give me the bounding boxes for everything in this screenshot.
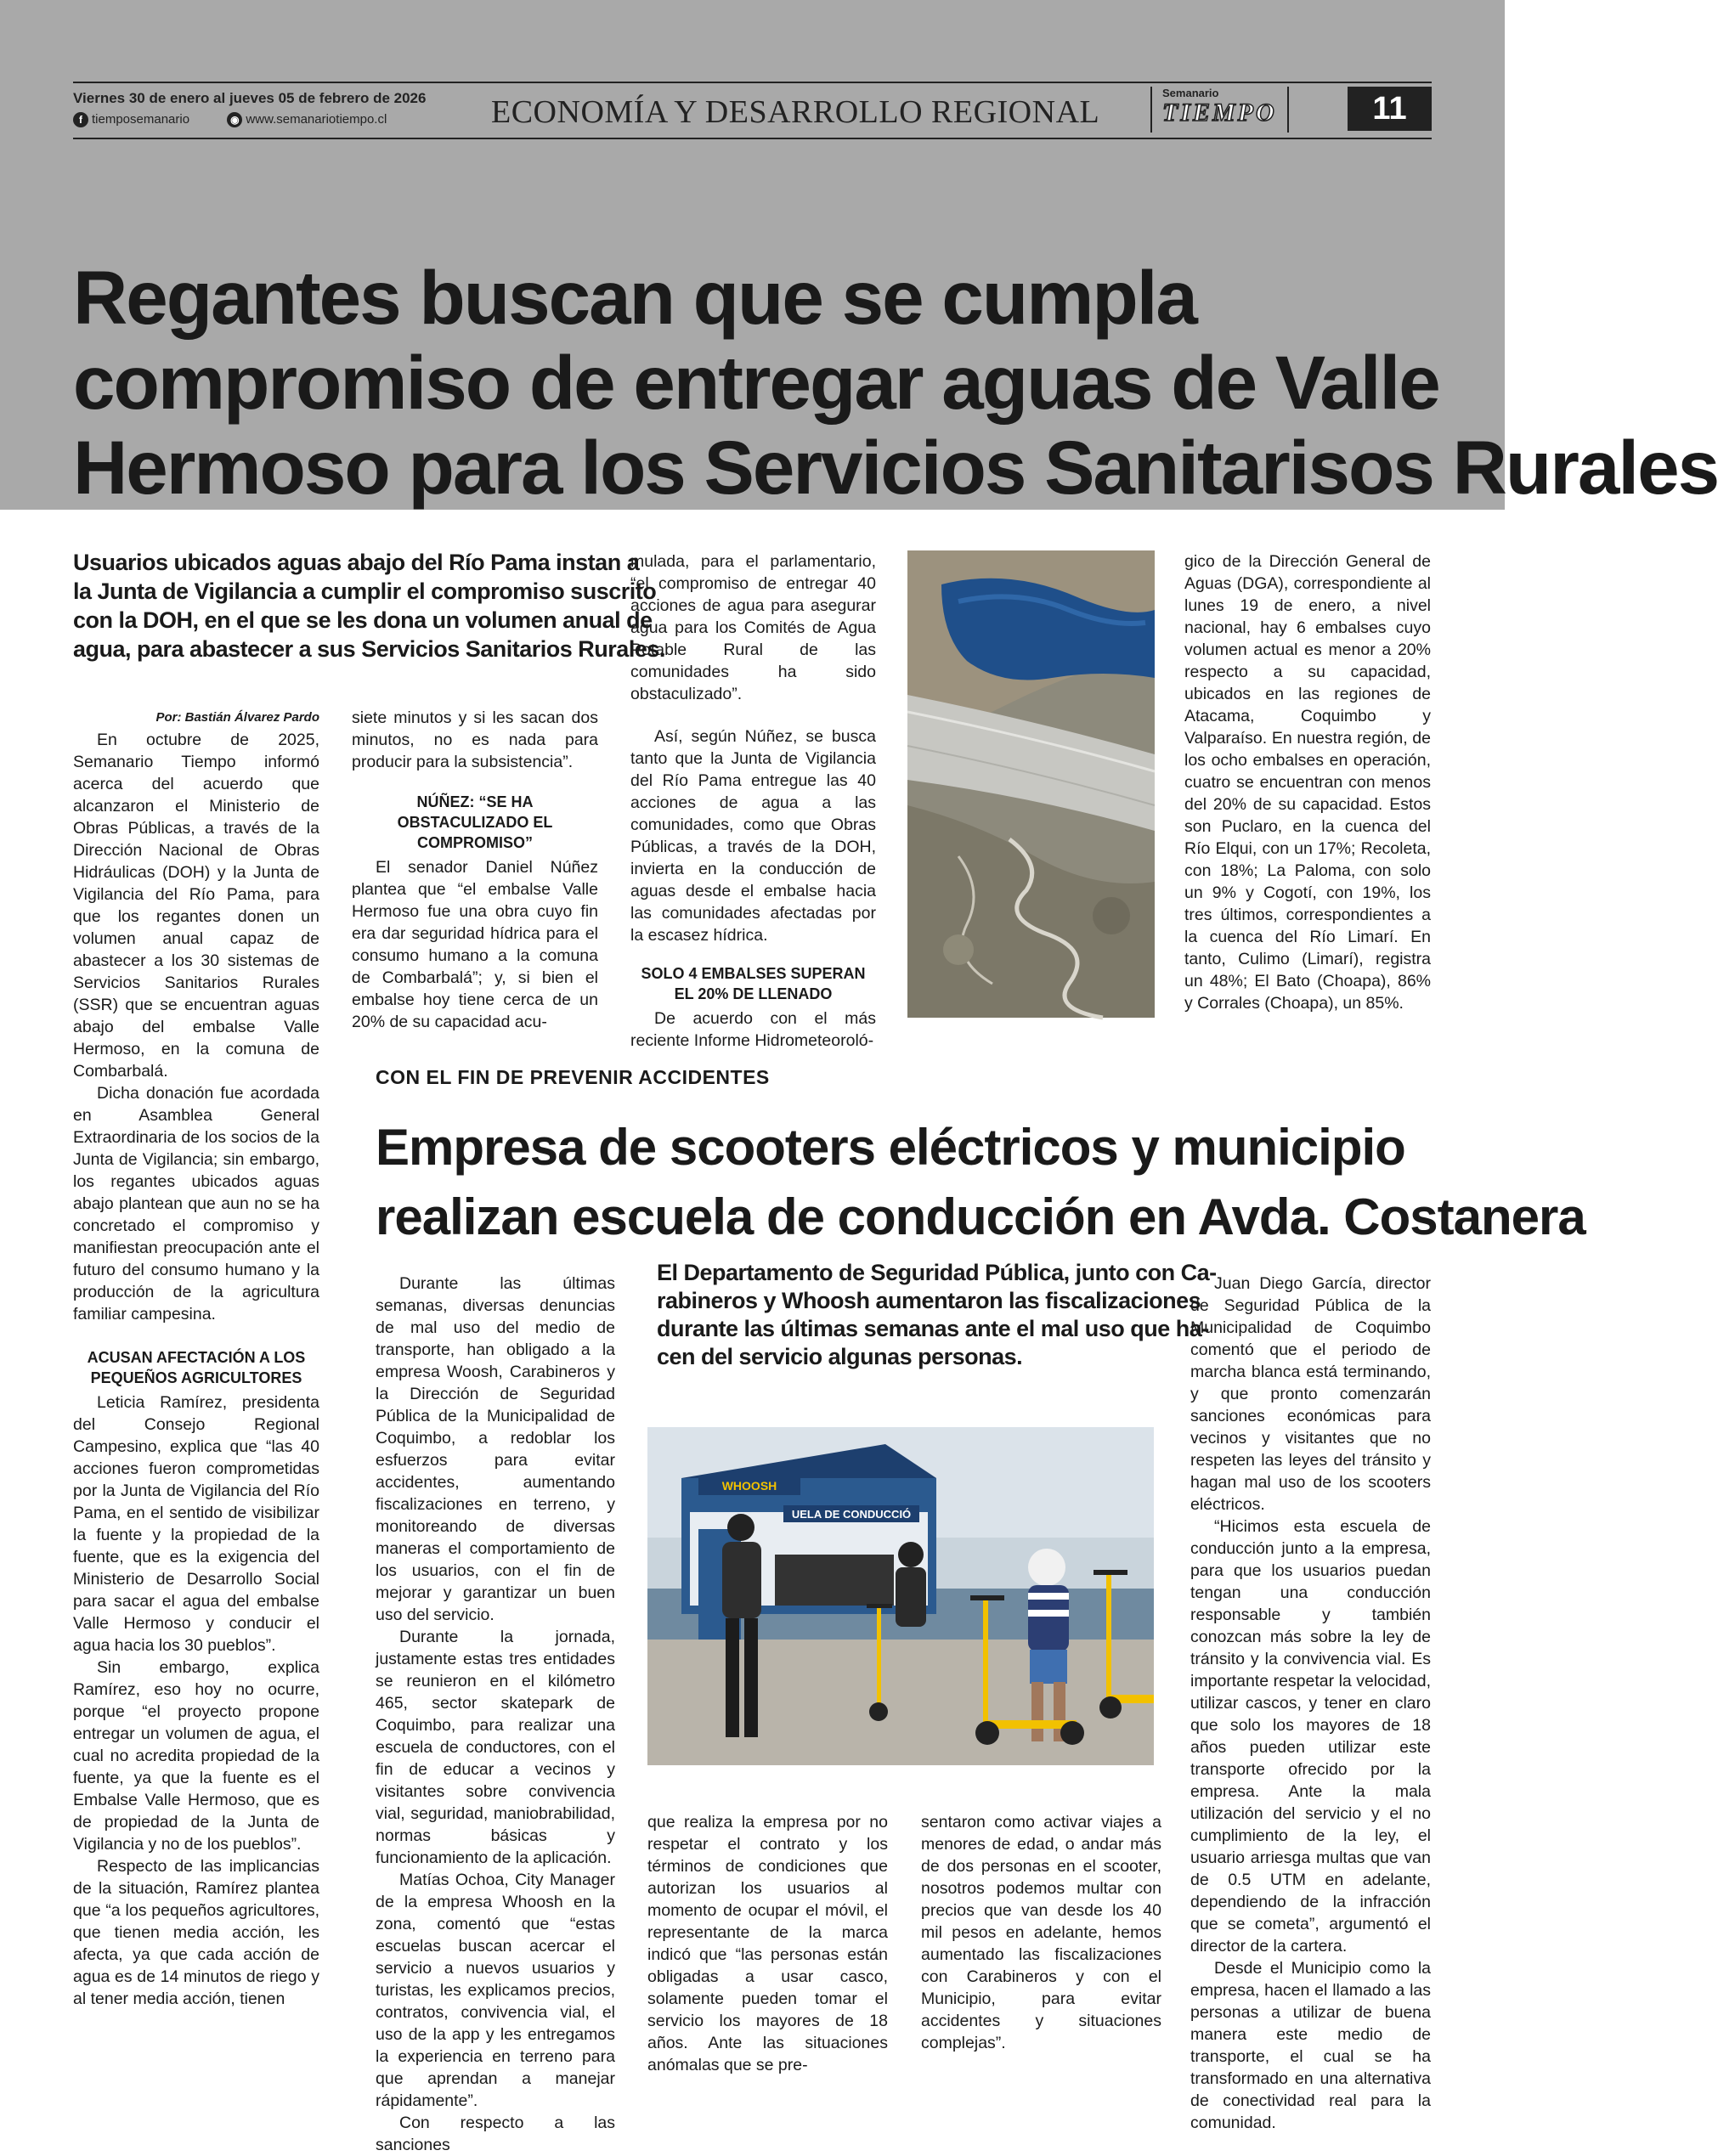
paragraph: Juan Diego García, director de Seguridad Pública de la Municipalidad de Coquimbo comentó que el periodo de marcha blanca está terminando, y que pronto comenzarán sanciones económicas para vecinos y visitantes que no respeten las leyes del tránsito y hagan mal uso de los scooters eléctricos. [1190, 1274, 1431, 1514]
tent-banner: UELA DE CONDUCCIÓ [791, 1508, 912, 1521]
byline: Por: Bastián Álvarez Pardo [155, 710, 319, 725]
subheading: ACUSAN AFECTACIÓN A LOS PEQUEÑOS AGRICULTORES [87, 1349, 306, 1386]
tent-brand: WHOOSH [721, 1479, 777, 1493]
article2-kicker: CON EL FIN DE PREVENIR ACCIDENTES [376, 1066, 770, 1088]
paragraph: Dicha donación fue acordada en Asamblea General Extraordinaria de los socios de la Junta de Vigilancia; sin embargo, los regantes ubicados aguas abajo plantean que aun no se ha concretado el compromiso y manifiestan preocupación ante el futuro del consumo humano y la producción de la agricultura familiar campesina. [73, 1084, 319, 1324]
masthead-small: Semanario [1162, 87, 1219, 99]
paragraph: Sin embargo, explica Ramírez, eso hoy no ocurre, porque “el proyecto propone entregar un volumen de agua, el cual no acredita propiedad de la fuente, ya que la fuente es el Embalse Valle Hermoso, que es de propiedad de la Junta de Vigilancia y no de los pueblos”. [73, 1658, 319, 1854]
lead-line: cen del servicio algunas personas. [657, 1344, 1023, 1369]
facebook-handle[interactable]: tiemposemanario [92, 112, 190, 127]
lead-line: rabineros y Whoosh aumentaron las fiscalizaciones [657, 1288, 1201, 1313]
headline-line: Hermoso para los Servicios Sanitarisos Rurales [73, 425, 1718, 510]
page-header [73, 82, 1432, 139]
paragraph: Así, según Núñez, se busca tanto que la Junta de Vigilancia del Río Pama entregue las 40 acciones de agua a las comunidades, como que Obras Públicas, a través de la DOH, invierta en la conducción de aguas desde el embalse hacia las comunidades afectadas por la escasez hídrica. [630, 727, 876, 945]
headline-line: realizan escuela de conducción en Avda. Costanera [376, 1188, 1585, 1245]
paragraph: “Hicimos esta escuela de conducción junto a la empresa, para que los usuarios puedan tengan una conducción responsable y también conozcan más sobre la ley de tránsito y la convivencia vial. Es importante respetar la velocidad, utilizar cascos, y tener en claro que solo los mayores de 18 años pueden utilizar este transporte ofrecido por la empresa. Ante la mala utilización del servicio y el no cumplimiento de la ley, el usuario arriesga multas que van de 0.5 UTM en adelante, dependiendo de la infracción que se cometa”, argumentó el director de la cartera. [1190, 1517, 1431, 1956]
subheading: SOLO 4 EMBALSES SUPERAN EL 20% DE LLENADO [641, 965, 866, 1002]
paragraph: Durante las últimas semanas, diversas denuncias de mal uso del medio de transporte, han obligado a la empresa Woosh, Carabineros y la Dirección de Seguridad Pública de la Municipalidad de Coquimbo, a redoblar los esfuerzos para evitar accidentes, aumentando fiscalizaciones en terreno, y monitoreando de diversas maneras el comportamiento de los usuarios, con el fin de mejorar y garantizar un buen uso del servicio. [376, 1274, 615, 1624]
article2-column-3 [921, 1811, 1161, 2054]
masthead-logo [1150, 87, 1289, 133]
lead-line: con la DOH, en el que se les dona un volumen anual de [73, 607, 653, 633]
paragraph: El senador Daniel Núñez plantea que “el embalse Valle Hermoso fue una obra cuyo fin era dar seguridad hídrica para el consumo humano a la comuna de Combarbalá”; y, si bien el embalse hoy tiene cerca de un 20% de su capacidad acu- [352, 858, 598, 1031]
scooter-school-photo [647, 1427, 1154, 1765]
paragraph: Con respecto a las sanciones [376, 2114, 615, 2154]
paragraph: Leticia Ramírez, presidenta del Consejo Regional Campesino, explica que “las 40 acciones fueron comprometidas por la Junta de Vigilancia del Río Pama, en el sentido de visibilizar la fuente y la propiedad de la fuente, que es la exigencia del Ministerio de Desarrollo Social para sacar el agua del embalse Valle Hermoso y conducir el agua hacia los 30 pueblos”. [73, 1393, 319, 1655]
article1-lead [73, 548, 665, 663]
article1-column-1 [73, 707, 319, 2010]
paragraph: Durante la jornada, justamente estas tres entidades se reunieron en el kilómetro 465, sector skatepark de Coquimbo, para realizar una escuela de conductores, con el fin de educar a vecinos y visitantes sobre convivencia vial, seguridad, maniobrabilidad, normas básicas y funcionamiento de la aplicación. [376, 1628, 615, 1867]
article2-headline [376, 1113, 1585, 1252]
person-helmet [896, 1542, 926, 1627]
article2-column-2 [647, 1811, 888, 2076]
facebook-icon: f [73, 112, 88, 127]
paragraph: siete minutos y si les sacan dos minutos, no es nada para producir para la subsistencia”. [352, 708, 598, 771]
masthead-name: TIEMPO [1162, 99, 1277, 127]
website-link[interactable]: www.semanariotiempo.cl [246, 112, 387, 127]
article1-column-3 [630, 550, 876, 1052]
paragraph: sentaron como activar viajes a menores de edad, o andar más de dos personas en el scooter, nosotros podemos multar con precios que van desde los 40 mil pesos en adelante, hemos aumentado las fiscalizaciones con Carabineros y con el Municipio, para evitar accidentes y situaciones complejas”. [921, 1813, 1161, 2052]
social-links [73, 112, 387, 127]
article1-headline [73, 255, 1718, 510]
reservoir-aerial-photo [907, 550, 1155, 1018]
lead-line: El Departamento de Seguridad Pública, junto con Ca- [657, 1260, 1217, 1285]
headline-line: Regantes buscan que se cumpla [73, 255, 1196, 340]
paragraph: En octubre de 2025, Semanario Tiempo informó acerca del acuerdo que alcanzaron el Ministerio de Obras Públicas, a través de la Dirección Nacional de Obras Hidráulicas (DOH) y la Junta de Vigilancia del Río Pama, para que los regantes donen un volumen anual capaz de abastecer a los 30 sistemas de Servicios Sanitarios Rurales (SSR) que se encuentran aguas abajo del embalse Valle Hermoso, en la comuna de Combarbalá. [73, 731, 319, 1081]
web-icon: ◉ [227, 112, 242, 127]
lead-line: durante las últimas semanas ante el mal uso que ha- [657, 1316, 1209, 1341]
article2-column-1 [376, 1273, 615, 2156]
paragraph: Respecto de las implicancias de la situación, Ramírez plantea que “a los pequeños agricultores, que tienen media acción, les afecta, ya que cada acción de agua es de 14 minutos de riego y al tener media acción, tienen [73, 1857, 319, 2008]
section-title: ECONOMÍA Y DESARROLLO REGIONAL [491, 94, 1100, 130]
paragraph: que realiza la empresa por no respetar el contrato y los términos de condiciones que autorizan los usuarios al momento de ocupar el móvil, el representante de la marca indicó que “las personas están obligadas a usar casco, solamente pueden tomar el servicio los mayores de 18 años. Ante las situaciones anómalas que se pre- [647, 1813, 888, 2074]
article2-lead [657, 1259, 1217, 1371]
issue-date: Viernes 30 de enero al jueves 05 de febrero de 2026 [73, 90, 427, 106]
lead-line: Usuarios ubicados aguas abajo del Río Pama instan a [73, 550, 640, 575]
article2-column-4 [1190, 1273, 1431, 2134]
page-number: 11 [1348, 87, 1432, 131]
paragraph: Matías Ochoa, City Manager de la empresa Whoosh en la zona, comentó que “estas escuelas buscan acercar el servicio a nuevos usuarios y turistas, les explicamos precios, contratos, convivencia vial, el uso de la app y les entregamos la experiencia en terreno para que aprendan a manejar rápidamente”. [376, 1871, 615, 2110]
subheading: NÚÑEZ: “SE HA OBSTACULIZADO EL COMPROMISO” [397, 793, 553, 851]
paragraph: mulada, para el parlamentario, “el compromiso de entregar 40 acciones de agua para asegurar agua para los Comités de Agua Potable Rural de las comunidades ha sido obstaculizado”. [630, 552, 876, 703]
article1-column-4 [1184, 550, 1431, 1014]
headline-line: compromiso de entregar aguas de Valle [73, 340, 1439, 425]
headline-line: Empresa de scooters eléctricos y municipio [376, 1119, 1405, 1176]
lead-line: agua, para abastecer a sus Servicios Sanitarios Rurales. [73, 636, 665, 662]
lead-line: la Junta de Vigilancia a cumplir el compromiso suscrito [73, 579, 657, 604]
paragraph: Desde el Municipio como la empresa, hacen el llamado a las personas a utilizar de buena manera este medio de transporte, el cual se ha transformado en una alternativa de conectividad real para la comunidad. [1190, 1959, 1431, 2132]
paragraph: De acuerdo con el más reciente Informe Hidrometeoroló- [630, 1009, 876, 1050]
article1-column-2 [352, 707, 598, 1033]
paragraph: gico de la Dirección General de Aguas (DGA), correspondiente al lunes 19 de enero, a nivel nacional, hay 6 embalses cuyo volumen actual es menor a 20% respecto a su capacidad, ubicados en las regiones de Atacama, Coquimbo y Valparaíso. En nuestra región, de los ocho embalses en operación, cuatro se encuentran con menos del 20% de su capacidad. Estos son Puclaro, en la cuenca del Río Elqui, con un 17%; Recoleta, con 18%; La Paloma, con solo un 9% y Cogotí, con 19%, los tres últimos, correspondientes a la cuenca del Río Limarí. En tanto, Culimo (Limarí), registra un 48%; El Bato (Choapa), 86% y Corrales (Choapa), un 85%. [1184, 552, 1431, 1013]
